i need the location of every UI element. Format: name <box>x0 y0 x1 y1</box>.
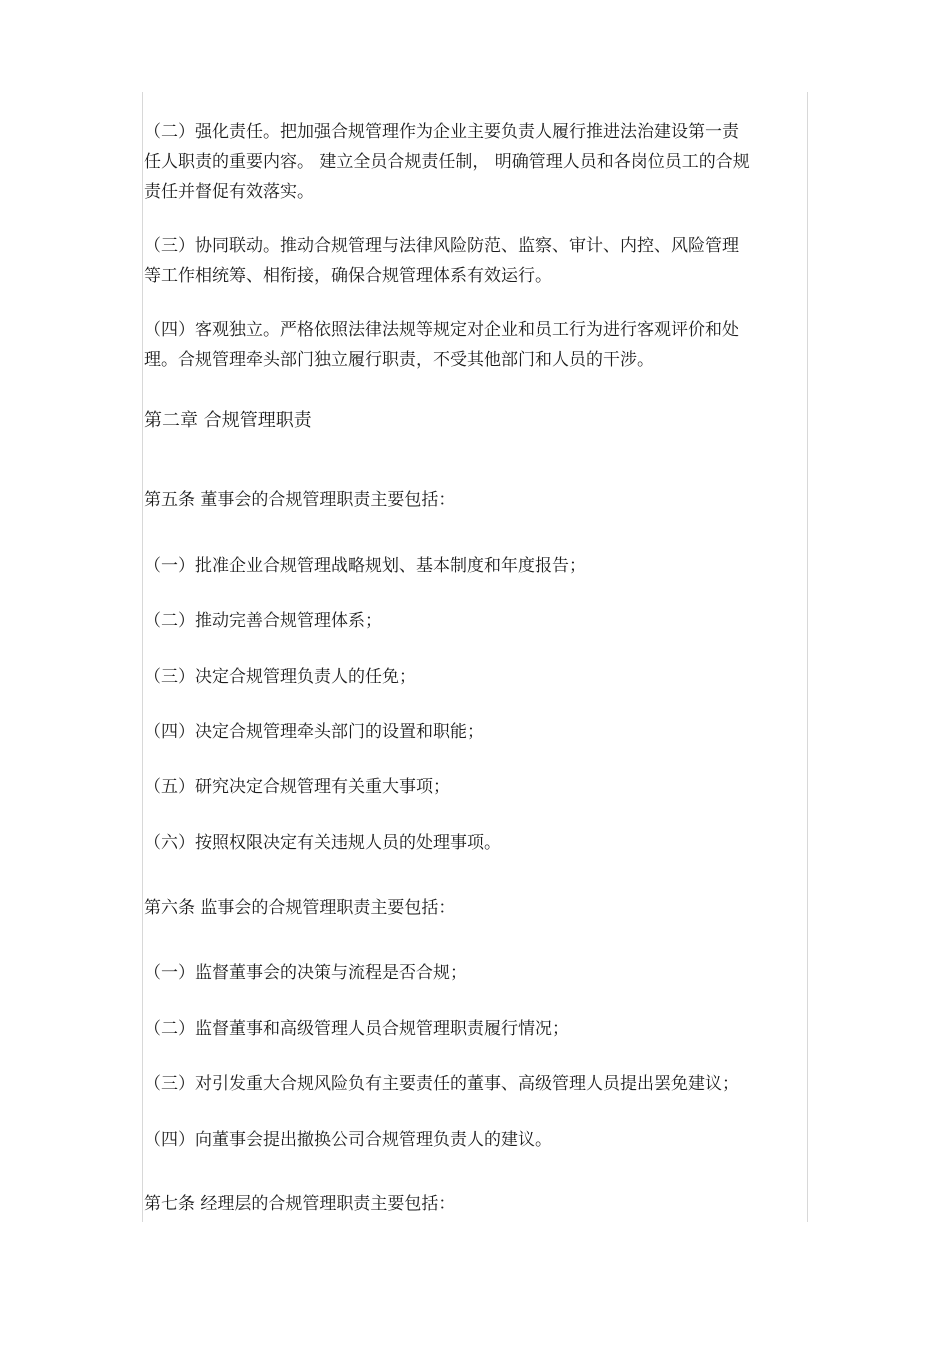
para-2-line-2: 任人职责的重要内容。 建立全员合规责任制， 明确管理人员和各岗位员工的合规 <box>144 152 750 172</box>
chapter-heading: 第二章 合规管理职责 <box>144 410 312 431</box>
article-6-item-4: （四）向董事会提出撤换公司合规管理负责人的建议。 <box>144 1130 552 1150</box>
para-4-line-2: 理。合规管理牵头部门独立履行职责，不受其他部门和人员的干涉。 <box>144 350 654 370</box>
article-5-item-5: （五）研究决定合规管理有关重大事项； <box>144 777 450 797</box>
article-5-item-1: （一）批准企业合规管理战略规划、基本制度和年度报告； <box>144 556 586 576</box>
article-5-item-4: （四）决定合规管理牵头部门的设置和职能； <box>144 722 484 742</box>
article-5-item-3: （三）决定合规管理负责人的任免； <box>144 667 416 687</box>
article-7-title: 第七条 经理层的合规管理职责主要包括： <box>144 1194 456 1214</box>
para-4-line-1: （四）客观独立。严格依照法律法规等规定对企业和员工行为进行客观评价和处 <box>144 320 739 340</box>
article-5-item-6: （六）按照权限决定有关违规人员的处理事项。 <box>144 833 501 853</box>
article-6-item-3: （三）对引发重大合规风险负有主要责任的董事、高级管理人员提出罢免建议； <box>144 1074 739 1094</box>
article-6-item-1: （一）监督董事会的决策与流程是否合规； <box>144 963 467 983</box>
article-5-title: 第五条 董事会的合规管理职责主要包括： <box>144 490 456 510</box>
para-3-line-2: 等工作相统筹、相衔接，确保合规管理体系有效运行。 <box>144 266 552 286</box>
para-3-line-1: （三）协同联动。推动合规管理与法律风险防范、监察、审计、内控、风险管理 <box>144 236 739 256</box>
article-6-item-2: （二）监督董事和高级管理人员合规管理职责履行情况； <box>144 1019 569 1039</box>
para-2-line-3: 责任并督促有效落实。 <box>144 182 314 202</box>
para-2-line-1: （二）强化责任。把加强合规管理作为企业主要负责人履行推进法治建设第一责 <box>144 122 739 142</box>
article-5-item-2: （二）推动完善合规管理体系； <box>144 611 382 631</box>
article-6-title: 第六条 监事会的合规管理职责主要包括： <box>144 898 456 918</box>
